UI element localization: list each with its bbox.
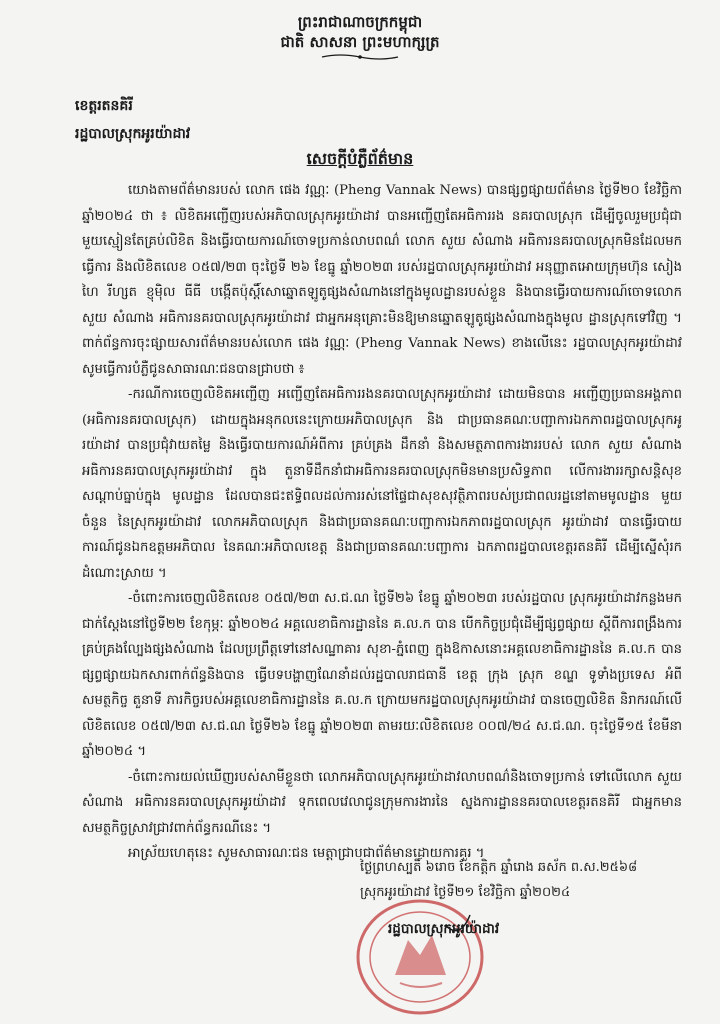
kingdom-title: ព្រះរាជាណាចក្រកម្ពុជា bbox=[297, 13, 423, 31]
issuing-authority bbox=[75, 92, 190, 148]
ornament-divider bbox=[320, 53, 400, 61]
signatory-name: រដ្ឋបាលស្រុកអូរយ៉ាដាវ bbox=[388, 921, 500, 937]
paragraph-opinion: -ចំពោះការយល់ឃើញរបស់សាមីខ្លួនថា លោកអភិបាលស្រុកអូរយ៉ាដាវលាបពណ៌និងចោទប្រកាន់ ទៅលើលោក សួយ សំណាង អធិការនគរបាលស្រុកអូរយ៉ាដាវ ទុកពេលវេលាជូនក្រុមការងារនៃ ស្នងការដ្ឋាននគរបាលខេត្តរតនគិរី ជាអ្នកមានសមត្ថកិច្ចស្រាវជ្រាវពាក់ព័ន្ធករណីនេះ ។ bbox=[82, 769, 682, 836]
paragraph-conclusion: អាស្រ័យហេតុនេះ សូមសាធារណៈជន មេត្តាជ្រាបជាព័ត៌មានដោយការគួរ ។ bbox=[128, 846, 485, 861]
province-name: ខេត្តរតនគិរី bbox=[75, 98, 133, 114]
national-motto: ជាតិ សាសនា ព្រះមហាក្សត្រ bbox=[280, 33, 440, 51]
paragraph-intro: យោងតាមព័ត៌មានរបស់ លោក ផេង វណ្ណៈ (Pheng Vannak News) បានផ្សព្វផ្សាយព័ត៌មាន ថ្ងៃទី២០ ខែវិច្ឆិកា ឆ្នាំ២០២៤ ថា ៖ លិខិតអញ្ជើញរបស់អភិបាលស្រុកអូរយ៉ាដាវ បានអញ្ជើញតែអធិការរង នគរបាលស្រុក ដើម្បីចូលរួមប្រជុំជាមួយស្មៀនតែគ្រប់លិខិត និងធ្វើរបាយការណ៍ចោទប្រកាន់លាបពណ៌ លោក សួយ សំណាង អធិការនគរបាលស្រុកមិនដែលមកធ្វើការ និងលិខិតលេខ ០៥៧/២៣ ចុះថ្ងៃទី ២៦ ខែធ្នូ ឆ្នាំ២០២៣ របស់រដ្ឋបាលស្រុកអូរយ៉ាដាវ អនុញ្ញាតអោយក្រុមហ៊ុន សៀង ហៃ រីហ្សត ខ្ញុម៉ិល ធីធី បង្កើតប៉ុស្តិ៍សោឆ្នោតឡូតូផ្សងសំណាងនៅក្នុងមូលដ្ឋានរបស់ខ្លួន និងបានធ្វើរបាយការណ៍ចោទលោក សួយ សំណាង អធិការនគរបាលស្រុកអូរយ៉ាដាវ ជាអ្នកអនុគ្រោះមិនឱ្យមានឆ្នោតឡូតូផ្សងសំណាងក្នុងមូល ដ្ឋានស្រុកទៅវិញ ។ ពាក់ព័ន្ធការចុះផ្សាយសារព័ត៌មានរបស់លោក ផេង វណ្ណៈ (Pheng Vannak News) ខាងលើនេះ រដ្ឋបាលស្រុកអូរយ៉ាដាវ សូមធ្វើការបំភ្លឺជូនសាធារណៈជនបានជ្រាបថា ៖ bbox=[82, 183, 682, 377]
solar-date: ស្រុកអូរយ៉ាដាវ ថ្ងៃទី២១ ខែវិច្ឆិកា ឆ្នាំ២០២៤ bbox=[360, 885, 571, 900]
paragraph-invitation: -ករណីការចេញលិខិតអញ្ជើញ អញ្ជើញតែអធិការរងនគរបាលស្រុកអូរយ៉ាដាវ ដោយមិនបាន អញ្ជើញប្រធានអង្គភាព (អធិការនគរបាលស្រុក) ដោយក្នុងអនុកលនេះក្រោយអភិបាលស្រុក និង ជាប្រធានគណៈបញ្ជាការឯកភាពរដ្ឋបាលស្រុកអូរយ៉ាដាវ បានប្រជុំវាយតម្លៃ និងធ្វើរបាយការណ៍អំពីការ គ្រប់គ្រង ដឹកនាំ និងសមត្ថភាពការងាររបស់ លោក សួយ សំណាង អធិការនគរបាលស្រុកអូរយ៉ាដាវ ក្នុង តួនាទីដឹកនាំជាអធិការនគរបាលស្រុកមិនមានប្រសិទ្ធភាព លើការងាររក្សាសន្តិសុខ សណ្តាប់ធ្នាប់ក្នុង មូលដ្ឋាន ដែលបានជះឥទ្ធិពលដល់ការរស់នៅផ្ទៃជាសុខសុវត្ថិភាពរបស់ប្រជាពលរដ្ឋនៅតាមមូលដ្ឋាន មួយចំនួន នៃស្រុកអូរយ៉ាដាវ លោកអភិបាលស្រុក និងជាប្រធានគណៈបញ្ជាការឯកភាពរដ្ឋបាលស្រុក អូរយ៉ាដាវ បានធ្វើរបាយការណ៍ជូនឯកឧត្តមអភិបាល នៃគណៈអភិបាលខេត្ត និងជាប្រធានគណៈបញ្ជាការ ឯកភាពរដ្ឋបាលខេត្តរតនគិរី ដើម្បីស្នើសុំរកដំណោះស្រាយ ។ bbox=[82, 387, 682, 581]
paragraph-letter: -ចំពោះការចេញលិខិតលេខ ០៥៧/២៣ ស.ជ.ណ ថ្ងៃទី២៦ ខែធ្នូ ឆ្នាំ២០២៣ របស់រដ្ឋបាល ស្រុកអូរយ៉ាដាវកន្លងមក ជាក់ស្តែងនៅថ្ងៃទី២២ ខែកុម្ភៈ ឆ្នាំ២០២៤ អគ្គលេខាធិការដ្ឋាននៃ គ.ល.ក បាន បើកកិច្ចប្រជុំដើម្បីផ្សព្វផ្សាយ ស្តីពីការពង្រឹងការគ្រប់គ្រងល្បែងផ្សងសំណាង ដែលប្រព្រឹត្តទៅនៅសណ្ឋាគារ សុខា-ភ្នំពេញ ក្នុងឱកាសនោះអគ្គលេខាធិការដ្ឋាននៃ គ.ល.ក បានផ្សព្វផ្សាយឯកសារពាក់ព័ន្ធនិងបាន ធ្វើបទបង្ហាញណែនាំដល់រដ្ឋបាលរាជធានី ខេត្ត ក្រុង ស្រុក ខណ្ឌ ទូទាំងប្រទេស អំពីសមត្ថកិច្ច តួនាទី ភារកិច្ចរបស់អគ្គលេខាធិការដ្ឋាននៃ គ.ល.ក ក្រោយមករដ្ឋបាលស្រុកអូរយ៉ាដាវ បានចេញលិខិត និរាករណ៍លើលិខិតលេខ ០៥៧/២៣ ស.ជ.ណ ថ្ងៃទី២៦ ខែធ្នូ ឆ្នាំ២០២៣ តាមរយៈលិខិតលេខ ០០៧/២៤ ស.ជ.ណ. ចុះថ្ងៃទី១៥ ខែមីនា ឆ្នាំ២០២៤ ។ bbox=[82, 591, 682, 759]
lunar-date: ថ្ងៃព្រហស្បតិ៍ ៦រោច ខែកត្តិក ឆ្នាំរោង ឆស័ក ព.ស.២៥៦៨ bbox=[360, 860, 638, 875]
district-admin-name: រដ្ឋបាលស្រុកអូរយ៉ាដាវ bbox=[75, 126, 191, 142]
document-title: សេចក្តីបំភ្លឺព័ត៌មាន bbox=[306, 149, 414, 168]
official-seal-icon bbox=[350, 895, 500, 1015]
kingdom-header bbox=[0, 12, 720, 52]
document-body bbox=[82, 178, 682, 867]
